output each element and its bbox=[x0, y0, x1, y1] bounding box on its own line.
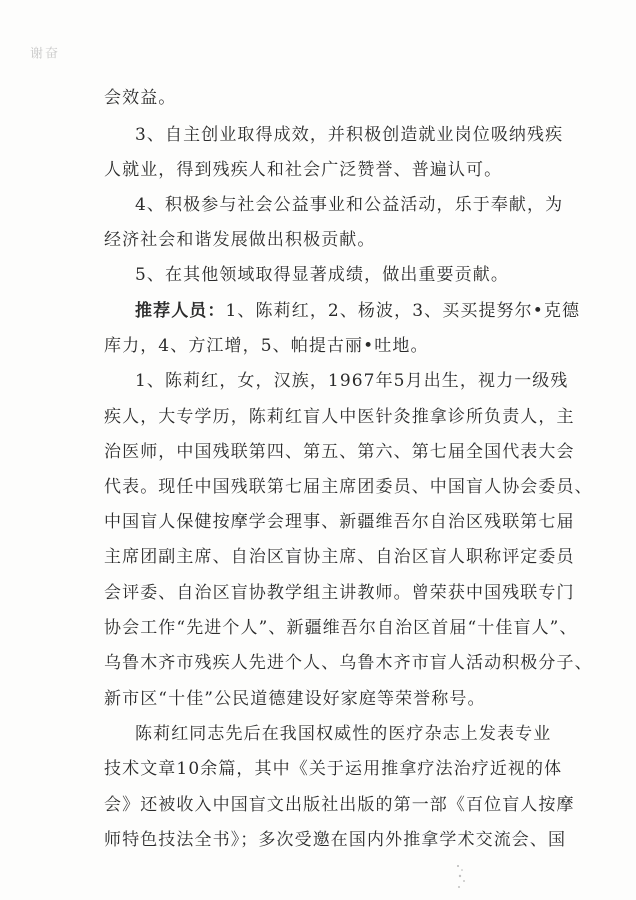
text-line-4: 4、积极参与社会公益事业和公益活动，乐于奉献，为 bbox=[135, 195, 564, 215]
text-line-19: 陈莉红同志先后在我国权威性的医疗杂志上发表专业 bbox=[135, 724, 552, 744]
text-line-13: 中国盲人保健按摩学会理事、新疆维吾尔自治区残联第七届 bbox=[104, 512, 575, 532]
text-line-20: 技术文章10余篇，其中《关于运用推拿疗法治疗近视的体 bbox=[104, 759, 563, 779]
text-line-18: 新市区“十佳”公民道德建设好家庭等荣誉称号。 bbox=[104, 689, 486, 709]
text-line-12: 代表。现任中国残联第七届主席团委员、中国盲人协会委员、 bbox=[104, 477, 593, 497]
text-line-8: 库力，4、方江增，5、帕提古丽•吐地。 bbox=[104, 336, 429, 356]
text-line-6: 5、在其他领域取得显著成绩，做出重要贡献。 bbox=[135, 265, 509, 285]
text-line-7 bbox=[135, 301, 580, 321]
text-line-17: 乌鲁木齐市残疾人先进个人、乌鲁木齐市盲人活动积极分子、 bbox=[104, 653, 593, 673]
text-line-2: 3、自主创业取得成效，并积极创造就业岗位吸纳残疾 bbox=[135, 125, 564, 145]
text-line-15: 会评委、自治区盲协教学组主讲教师。曾荣获中国残联专门 bbox=[104, 583, 575, 603]
text-line-9: 1、陈莉红，女，汉族，1967年5月出生，视力一级残 bbox=[135, 371, 569, 391]
text-line-5: 经济社会和谐发展做出积极贡献。 bbox=[104, 230, 376, 250]
text-line-1: 会效益。 bbox=[104, 88, 177, 108]
recommended-list: 1、陈莉红，2、杨波，3、买买提努尔•克德 bbox=[225, 301, 581, 321]
scan-smudge bbox=[455, 862, 469, 892]
text-line-14: 主席团副主席、自治区盲协主席、自治区盲人职称评定委员 bbox=[104, 547, 575, 567]
text-line-16: 协会工作“先进个人”、新疆维吾尔自治区首届“十佳盲人”、 bbox=[104, 618, 578, 638]
text-line-21: 会》还被收入中国盲文出版社出版的第一部《百位盲人按摩 bbox=[104, 795, 575, 815]
faded-stamp: 谢奋 bbox=[29, 46, 61, 62]
text-line-22: 师特色技法全书》；多次受邀在国内外推拿学术交流会、国 bbox=[104, 830, 567, 850]
text-line-3: 人就业，得到残疾人和社会广泛赞誉、普遍认可。 bbox=[104, 160, 503, 180]
text-line-10: 疾人，大专学历，陈莉红盲人中医针灸推拿诊所负责人，主 bbox=[104, 407, 575, 427]
text-line-11: 治医师，中国残联第四、第五、第六、第七届全国代表大会 bbox=[104, 442, 575, 462]
recommended-label: 推荐人员： bbox=[135, 301, 226, 321]
